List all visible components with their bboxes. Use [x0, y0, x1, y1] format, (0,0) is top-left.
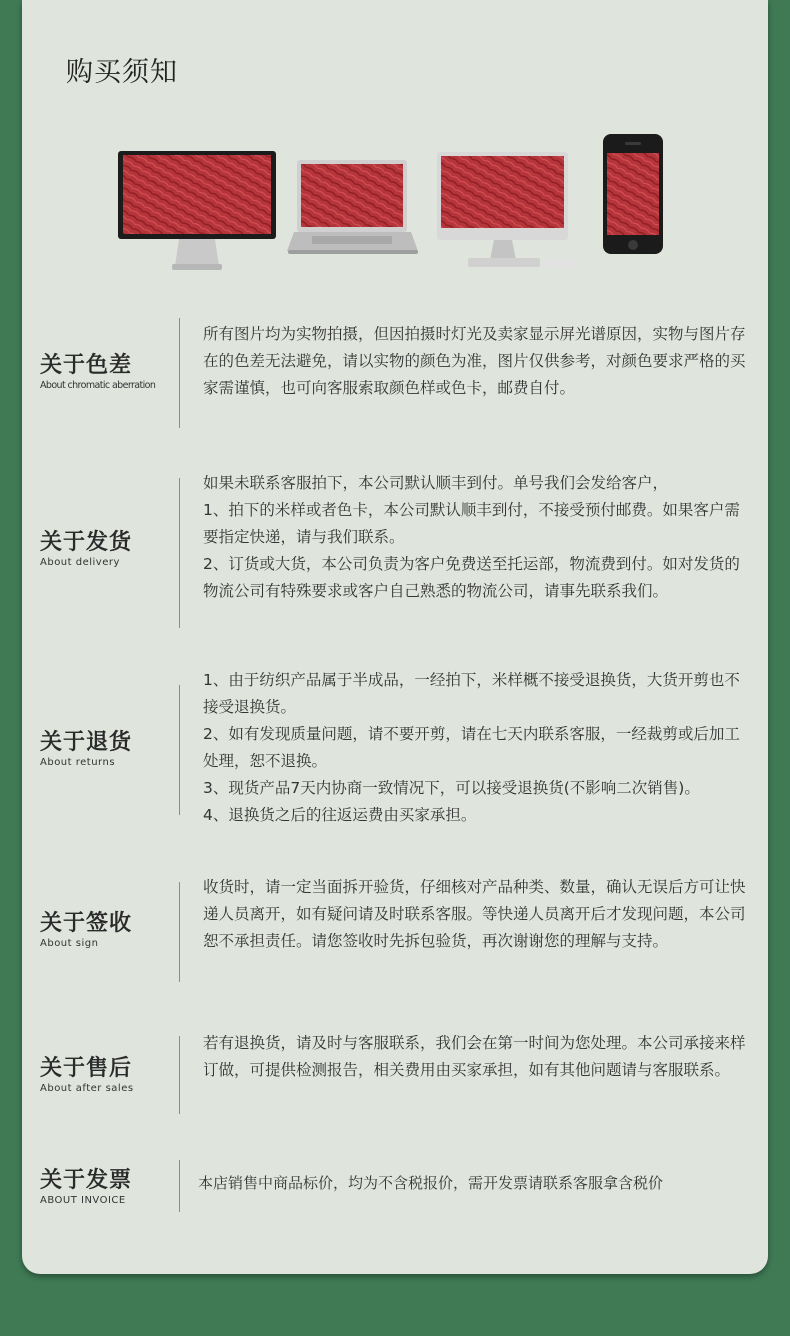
section-body — [203, 874, 751, 955]
section-subtitle: About returns — [40, 757, 116, 768]
section-body — [203, 667, 751, 829]
paragraph: 1、拍下的米样或者色卡，本公司默认顺丰到付，不接受预付邮费。如果客户需要指定快递，请与我们联系。 — [203, 501, 740, 546]
paragraph: 收货时，请一定当面拆开验货，仔细核对产品种类、数量，确认无误后方可让快递人员离开，如有疑问请及时联系客服。等快递人员离开后才发现问题，本公司恕不承担责任。请您签收时先拆包验货，再次谢谢您的理解与支持。 — [203, 878, 746, 950]
paragraph: 所有图片均为实物拍摄，但因拍摄时灯光及卖家显示屏光谱原因，实物与图片存在的色差无法避免，请以实物的颜色为准，图片仅供参考，对颜色要求严格的买家需谨慎，也可向客服索取颜色样或色卡，邮费自付。 — [203, 325, 746, 397]
paragraph: 2、如有发现质量问题，请不要开剪，请在七天内联系客服，一经裁剪或后加工处理，恕不退换。 — [203, 725, 740, 770]
section-sign — [22, 874, 768, 986]
paragraph: 若有退换货，请及时与客服联系，我们会在第一时间为您处理。本公司承接来样订做，可提供检测报告，相关费用由买家承担，如有其他问题请与客服联系。 — [203, 1034, 746, 1079]
section-title: 关于发票 — [40, 1168, 133, 1193]
devices-illustration — [22, 0, 768, 290]
section-invoice — [22, 1160, 768, 1220]
paragraph: 本店销售中商品标价，均为不含税报价，需开发票请联系客服拿含税价 — [198, 1174, 664, 1192]
section-body — [203, 321, 751, 402]
section-title: 关于售后 — [40, 1056, 133, 1081]
section-title: 关于退货 — [40, 730, 133, 755]
paragraph: 4、退换货之后的往返运费由买家承担。 — [203, 806, 477, 824]
divider — [179, 882, 180, 982]
paragraph: 3、现货产品7天内协商一致情况下，可以接受退换货(不影响二次销售)。 — [203, 779, 700, 797]
section-body — [198, 1170, 758, 1197]
section-subtitle: About sign — [40, 938, 99, 949]
section-subtitle: ABOUT INVOICE — [40, 1195, 126, 1206]
monitor-icon — [118, 151, 276, 270]
monitor-icon — [437, 152, 576, 267]
section-delivery — [22, 470, 768, 630]
section-title: 关于发货 — [40, 530, 133, 555]
divider — [179, 685, 180, 815]
section-subtitle: About after sales — [40, 1083, 134, 1094]
section-title: 关于签收 — [40, 911, 133, 936]
divider — [179, 478, 180, 628]
divider — [179, 1160, 180, 1212]
section-body — [203, 470, 751, 605]
section-body — [203, 1030, 751, 1084]
paragraph: 1、由于纺织产品属于半成品，一经拍下，米样概不接受退换货，大货开剪也不接受退换货。 — [203, 671, 740, 716]
notice-card — [22, 0, 768, 1274]
section-subtitle: About delivery — [40, 557, 120, 568]
page-title: 购买须知 — [66, 57, 178, 88]
section-returns — [22, 667, 768, 824]
phone-icon — [603, 134, 663, 254]
section-color-difference — [22, 318, 768, 430]
section-after-sales — [22, 1030, 768, 1120]
divider — [179, 318, 180, 428]
laptop-icon — [287, 160, 418, 254]
divider — [179, 1036, 180, 1114]
section-subtitle: About chromatic aberration — [40, 380, 156, 391]
paragraph: 2、订货或大货，本公司负责为客户免费送至托运部，物流费到付。如对发货的物流公司有特殊要求或客户自己熟悉的物流公司，请事先联系我们。 — [203, 555, 740, 600]
paragraph: 如果未联系客服拍下，本公司默认顺丰到付。单号我们会发给客户， — [203, 474, 669, 492]
section-title: 关于色差 — [40, 353, 133, 378]
